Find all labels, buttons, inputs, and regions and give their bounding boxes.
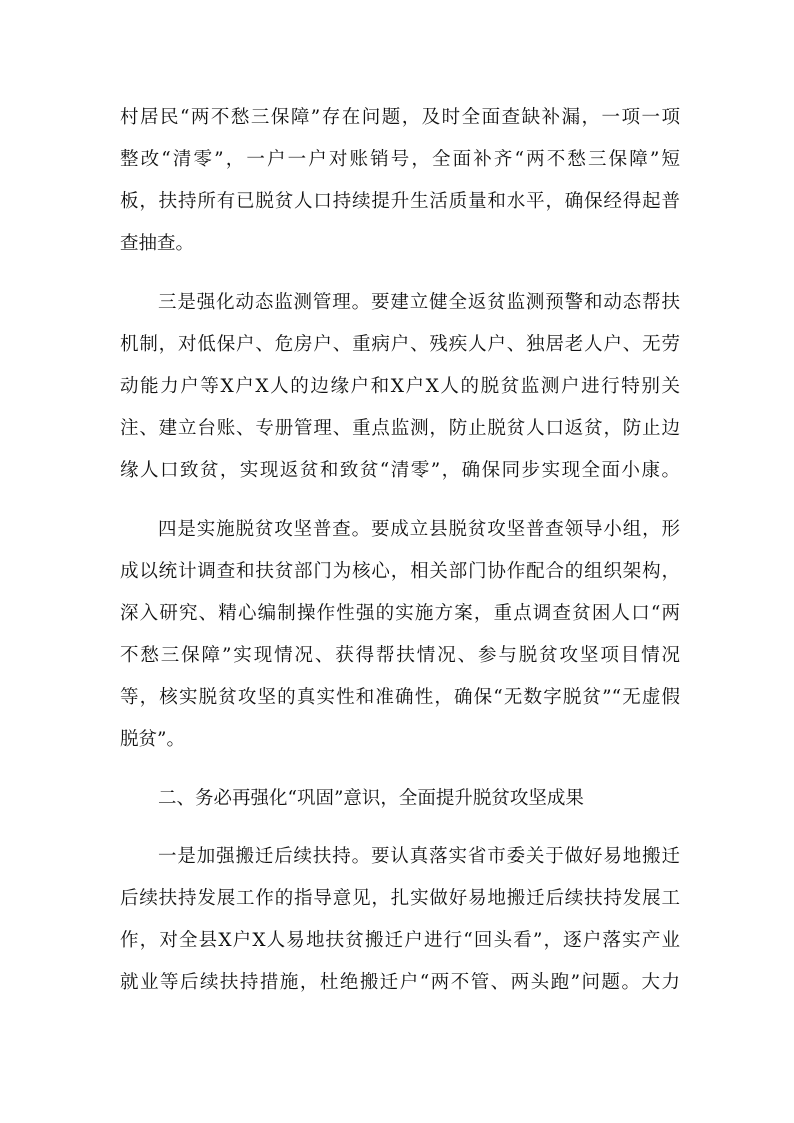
paragraph-line: 四是实施脱贫攻坚普查。要成立县脱贫攻坚普查领导小组，形 [158, 519, 680, 540]
paragraph-line: 查抽查。 [120, 233, 195, 254]
paragraph-line: 等，核实脱贫攻坚的真实性和准确性，确保“无数字脱贫”“无虚假 [120, 687, 680, 708]
section-heading: 二、务必再强化“巩固”意识，全面提升脱贫攻坚成果 [158, 788, 584, 809]
paragraph-line: 深入研究、精心编制操作性强的实施方案，重点调查贫困人口“两 [120, 603, 680, 624]
paragraph-line: 注、建立台账、专册管理、重点监测，防止脱贫人口返贫，防止边 [120, 418, 680, 439]
paragraph-line: 机制，对低保户、危房户、重病户、残疾人户、独居老人户、无劳 [120, 334, 680, 355]
paragraph-line: 后续扶持发展工作的指导意见，扎实做好易地搬迁后续扶持发展工 [120, 888, 680, 909]
paragraph-line: 三是强化动态监测管理。要建立健全返贫监测预警和动态帮扶 [158, 292, 680, 313]
paragraph-line: 不愁三保障”实现情况、获得帮扶情况、参与脱贫攻坚项目情况 [120, 645, 680, 666]
paragraph-line: 板，扶持所有已脱贫人口持续提升生活质量和水平，确保经得起普 [120, 191, 680, 212]
paragraph-line: 作，对全县X户X人易地扶贫搬迁户进行“回头看”，逐户落实产业 [120, 930, 680, 951]
paragraph-line: 就业等后续扶持措施，杜绝搬迁户“两不管、两头跑”问题。大力 [120, 972, 680, 993]
paragraph-line: 一是加强搬迁后续扶持。要认真落实省市委关于做好易地搬迁 [158, 846, 680, 867]
paragraph-line: 村居民“两不愁三保障”存在问题，及时全面查缺补漏，一项一项 [120, 107, 680, 128]
paragraph-line: 缘人口致贫，实现返贫和致贫“清零”，确保同步实现全面小康。 [120, 460, 680, 481]
paragraph-line: 成以统计调查和扶贫部门为核心，相关部门协作配合的组织架构， [120, 561, 680, 582]
paragraph-line: 脱贫”。 [120, 729, 185, 750]
paragraph-line: 整改“清零”，一户一户对账销号，全面补齐“两不愁三保障”短 [120, 149, 680, 170]
paragraph-line: 动能力户等X户X人的边缘户和X户X人的脱贫监测户进行特别关 [120, 376, 680, 397]
